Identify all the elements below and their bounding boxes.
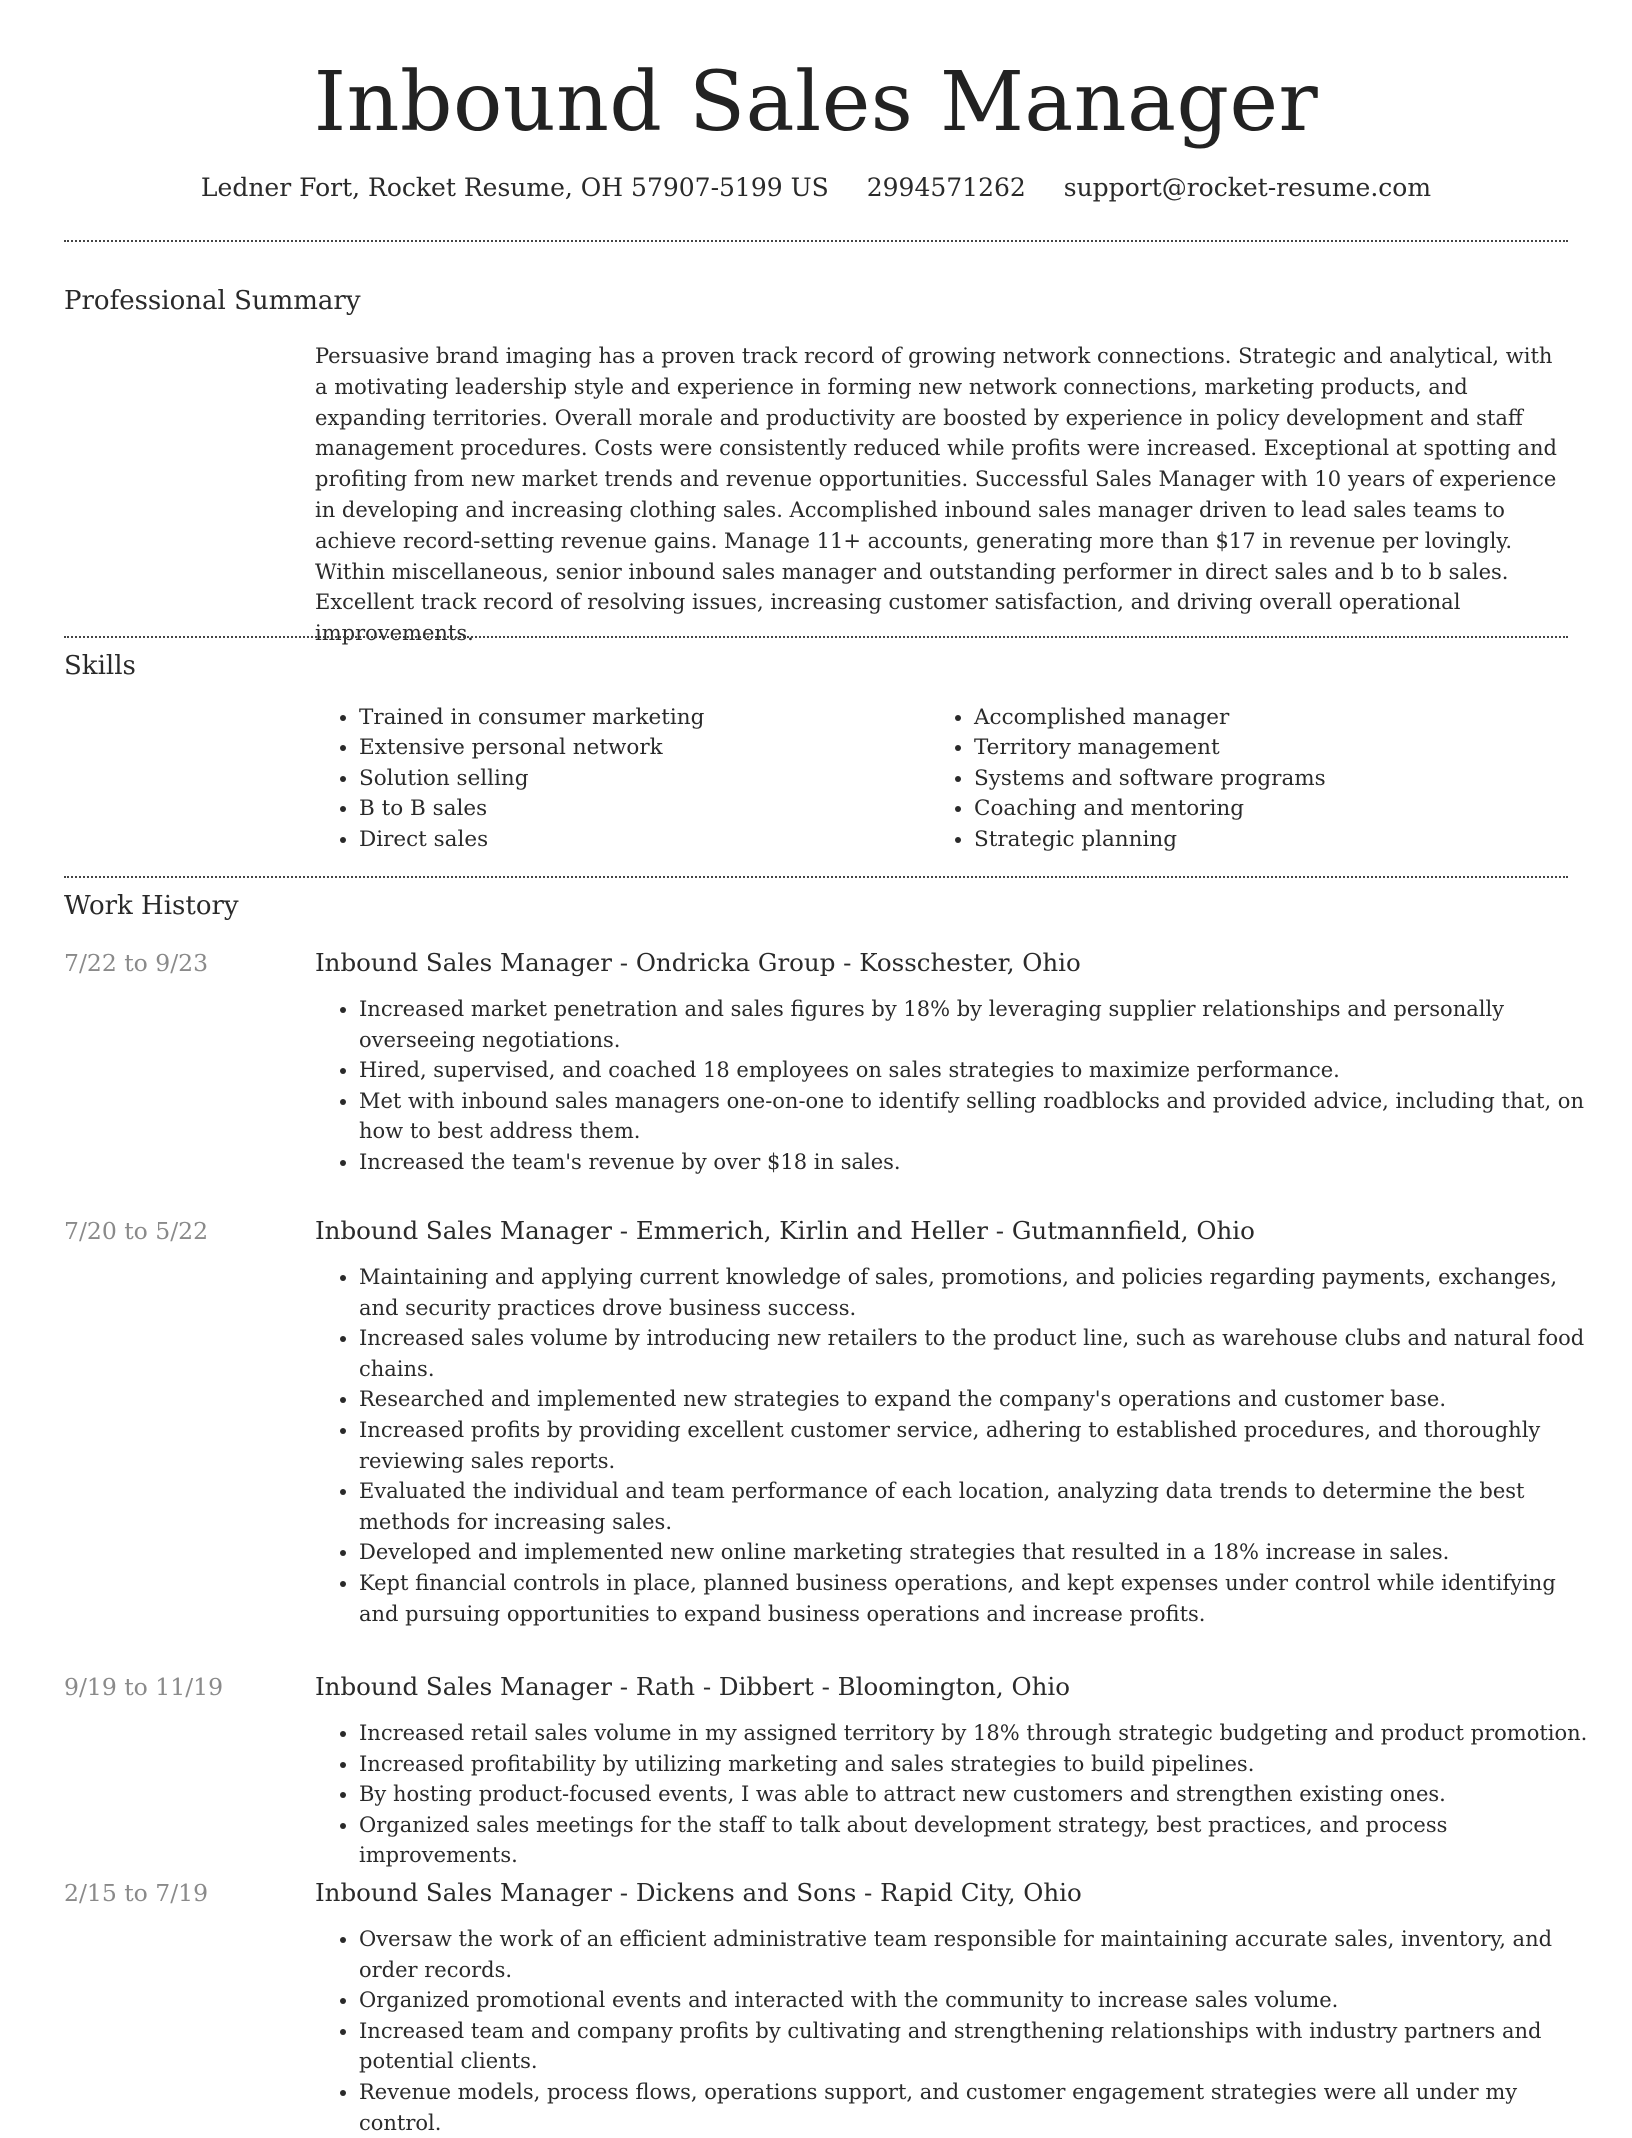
- section-divider: [64, 636, 1568, 638]
- job-bullet-list: [315, 1924, 1599, 2138]
- job-bullet: • Increased sales volume by introducing new retailers to the product line, such as warehouse clubs and natural food chains.: [359, 1323, 1599, 1384]
- work-history-heading: Work History: [64, 891, 239, 921]
- skills-list-right: [930, 703, 1326, 855]
- contact-phone: 2994571262: [866, 173, 1026, 202]
- job-bullet: • Revenue models, process flows, operations support, and customer engagement strategies were all under my control.: [359, 2077, 1599, 2138]
- skill-item: • Solution selling: [359, 764, 704, 794]
- job-bullet: • Researched and implemented new strategies to expand the company's operations and customer base.: [359, 1384, 1599, 1415]
- job-title: Inbound Sales Manager - Emmerich, Kirlin and Heller - Gutmannfield, Ohio: [315, 1216, 1255, 1245]
- contact-line: [0, 170, 1632, 206]
- job-bullet: • Kept financial controls in place, planned business operations, and kept expenses under control while identifying and pursuing opportunities to expand business operations and increase profits.: [359, 1568, 1599, 1629]
- skill-item: • Direct sales: [359, 825, 704, 855]
- job-bullet: • Oversaw the work of an efficient administrative team responsible for maintaining accurate sales, inventory, and order records.: [359, 1924, 1599, 1985]
- job-dates: 2/15 to 7/19: [64, 1879, 209, 1907]
- skill-item: • Territory management: [974, 733, 1326, 763]
- job-title: Inbound Sales Manager - Rath - Dibbert - Bloomington, Ohio: [315, 1672, 1070, 1701]
- skills-list-left: [315, 703, 704, 855]
- skill-item: • B to B sales: [359, 794, 704, 824]
- job-bullet: • Hired, supervised, and coached 18 employees on sales strategies to maximize performance.: [359, 1055, 1599, 1086]
- skill-item: • Accomplished manager: [974, 703, 1326, 733]
- job-bullet: • Developed and implemented new online marketing strategies that resulted in a 18% increase in sales.: [359, 1537, 1599, 1568]
- skills-heading: Skills: [64, 651, 136, 681]
- contact-email: support@rocket-resume.com: [1063, 173, 1432, 202]
- job-bullet: • Increased team and company profits by cultivating and strengthening relationships with industry partners and potential clients.: [359, 2016, 1599, 2077]
- job-bullet: • Increased profits by providing excellent customer service, adhering to established procedures, and thoroughly reviewing sales reports.: [359, 1415, 1599, 1476]
- job-bullet: • Maintaining and applying current knowledge of sales, promotions, and policies regarding payments, exchanges, and security practices drove business success.: [359, 1262, 1599, 1323]
- skill-item: • Trained in consumer marketing: [359, 703, 704, 733]
- skill-item: • Extensive personal network: [359, 733, 704, 763]
- job-bullet: • Organized promotional events and interacted with the community to increase sales volume.: [359, 1985, 1599, 2016]
- job-dates: 7/20 to 5/22: [64, 1217, 209, 1245]
- job-bullet: • Increased market penetration and sales figures by 18% by leveraging supplier relationships and personally overseeing negotiations.: [359, 994, 1599, 1055]
- job-dates: 9/19 to 11/19: [64, 1673, 224, 1701]
- job-bullet-list: [315, 1718, 1599, 1871]
- skill-item: • Strategic planning: [974, 825, 1326, 855]
- skill-item: • Coaching and mentoring: [974, 794, 1326, 824]
- job-title: Inbound Sales Manager - Ondricka Group - Kosschester, Ohio: [315, 948, 1081, 977]
- job-bullet-list: [315, 1262, 1599, 1629]
- job-bullet: • Organized sales meetings for the staff to talk about development strategy, best practices, and process improvements.: [359, 1810, 1599, 1871]
- section-divider: [64, 240, 1568, 242]
- job-bullet: • Evaluated the individual and team performance of each location, analyzing data trends to determine the best methods for increasing sales.: [359, 1476, 1599, 1537]
- job-title: Inbound Sales Manager - Dickens and Sons - Rapid City, Ohio: [315, 1878, 1082, 1907]
- candidate-name: Inbound Sales Manager: [313, 55, 1319, 150]
- job-bullet: • Met with inbound sales managers one-on-one to identify selling roadblocks and provided advice, including that, on how to best address them.: [359, 1086, 1599, 1147]
- summary-heading: Professional Summary: [64, 286, 361, 316]
- job-bullet-list: [315, 994, 1599, 1178]
- job-bullet: • By hosting product-focused events, I was able to attract new customers and strengthen existing ones.: [359, 1779, 1599, 1810]
- job-bullet: • Increased the team's revenue by over $18 in sales.: [359, 1147, 1599, 1178]
- contact-address: Ledner Fort, Rocket Resume, OH 57907-5199 US: [200, 173, 829, 202]
- job-bullet: • Increased retail sales volume in my assigned territory by 18% through strategic budgeting and product promotion.: [359, 1718, 1599, 1749]
- summary-text: Persuasive brand imaging has a proven track record of growing network connections. Strategic and analytical, with a motivating leadership style and experience in forming new network connections, marketing products, and expanding territories. Overall morale and productivity are boosted by experience in policy development and staff management procedures. Costs were consistently reduced while profits were increased. Exceptional at spotting and profiting from new market trends and revenue opportunities. Successful Sales Manager with 10 years of experience in developing and increasing clothing sales. Accomplished inbound sales manager driven to lead sales teams to achieve record-setting revenue gains. Manage 11+ accounts, generating more than $17 in revenue per lovingly. Within miscellaneous, senior inbound sales manager and outstanding performer in direct sales and b to b sales. Excellent track record of resolving issues, increasing customer satisfaction, and driving overall operational improvements.: [315, 344, 1558, 646]
- skill-item: • Systems and software programs: [974, 764, 1326, 794]
- job-dates: 7/22 to 9/23: [64, 949, 209, 977]
- section-divider: [64, 876, 1568, 878]
- job-bullet: • Increased profitability by utilizing marketing and sales strategies to build pipelines.: [359, 1749, 1599, 1780]
